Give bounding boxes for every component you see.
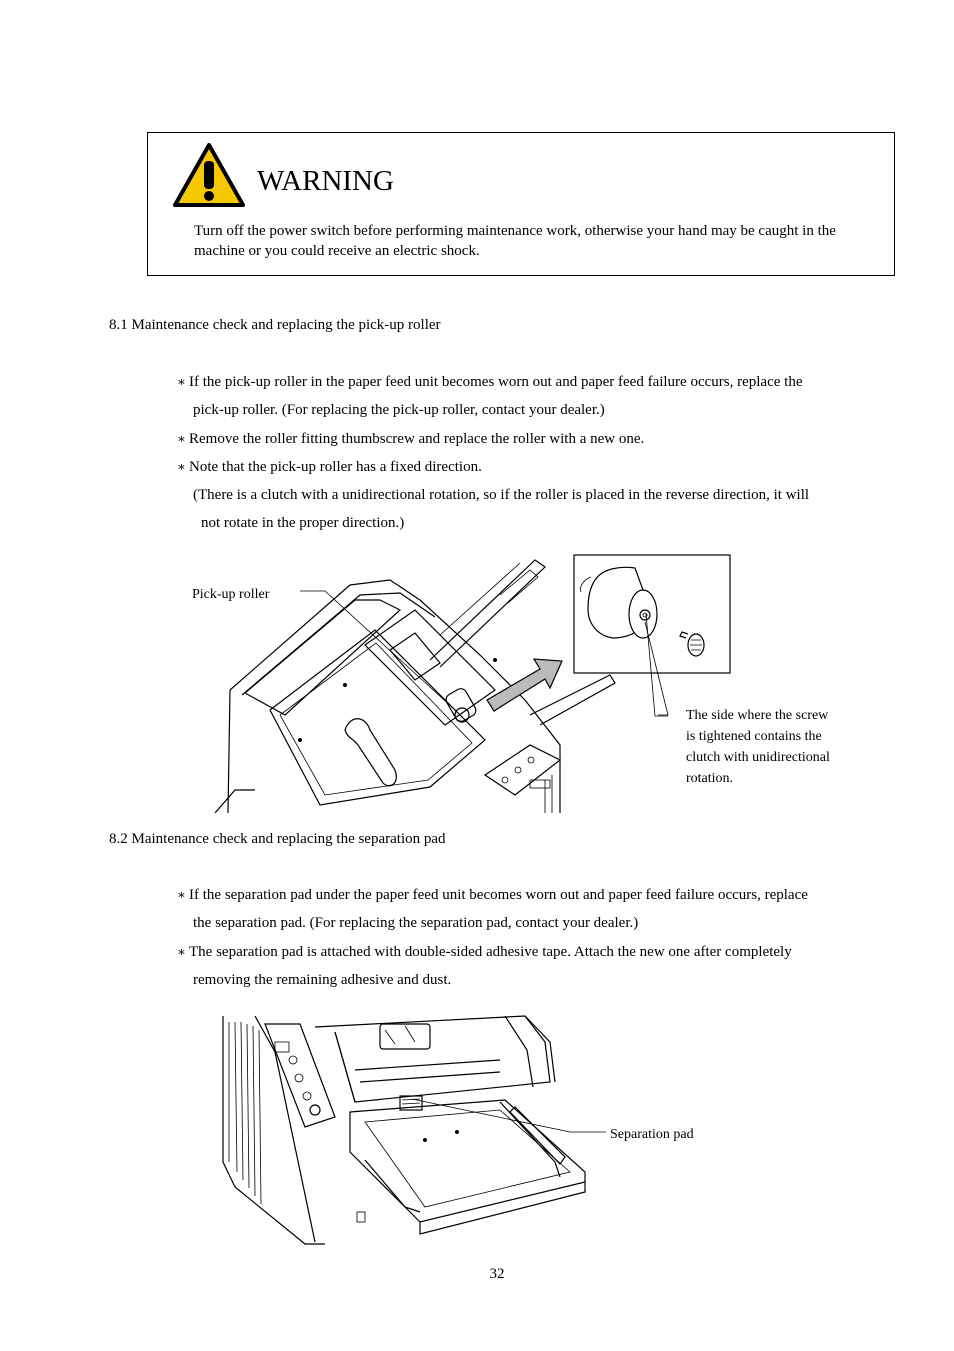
leader-line-screw — [640, 612, 670, 722]
label-separation-pad: Separation pad — [610, 1127, 694, 1142]
label-pickup-roller: Pick-up roller — [192, 587, 270, 602]
section1-bullet-2: ∗ Remove the roller fitting thumbscrew and replace the roller with a new one. — [177, 425, 877, 453]
asterisk-icon: ∗ — [177, 431, 186, 446]
section1-bullet-1: ∗ If the pick-up roller in the paper feed unit becomes worn out and paper feed failure occurs, replace the pick-up roller. (For replacing the pick-up roller, contact your dealer.) — [177, 368, 877, 424]
section1-note: (There is a clutch with a unidirectional rotation, so if the roller is placed in the reverse direction, it will not rotate in the proper direction.) — [193, 487, 810, 531]
warning-text: Turn off the power switch before performing maintenance work, otherwise your hand may be caught in the machine or you could receive an electric shock. — [194, 223, 836, 259]
page-number: 32 — [489, 1266, 505, 1282]
section2-bullet-2: ∗ The separation pad is attached with double-sided adhesive tape. Attach the new one after completely removing the remaining adhesive and dust. — [177, 938, 886, 994]
asterisk-icon: ∗ — [177, 887, 186, 902]
section1-heading: 8.1 Maintenance check and replacing the pick-up roller — [109, 317, 441, 333]
leader-line-pad — [410, 1095, 610, 1140]
section2-heading: 8.2 Maintenance check and replacing the separation pad — [109, 831, 446, 847]
label-screw-side: The side where the screw is tightened contains the clutch with unidirectional rotation. — [686, 708, 830, 786]
asterisk-icon: ∗ — [177, 459, 186, 474]
asterisk-icon: ∗ — [177, 374, 186, 389]
asterisk-icon: ∗ — [177, 944, 186, 959]
section2-bullet-1: ∗ If the separation pad under the paper feed unit becomes worn out and paper feed failure occurs, replace the separation pad. (For replacing the separation pad, contact your dealer.) — [177, 881, 886, 937]
warning-triangle-icon — [172, 142, 246, 208]
warning-title: WARNING — [257, 165, 394, 197]
leader-lines-1 — [290, 580, 670, 720]
section1-bullet-3: ∗ Note that the pick-up roller has a fixed direction. — [177, 453, 877, 481]
